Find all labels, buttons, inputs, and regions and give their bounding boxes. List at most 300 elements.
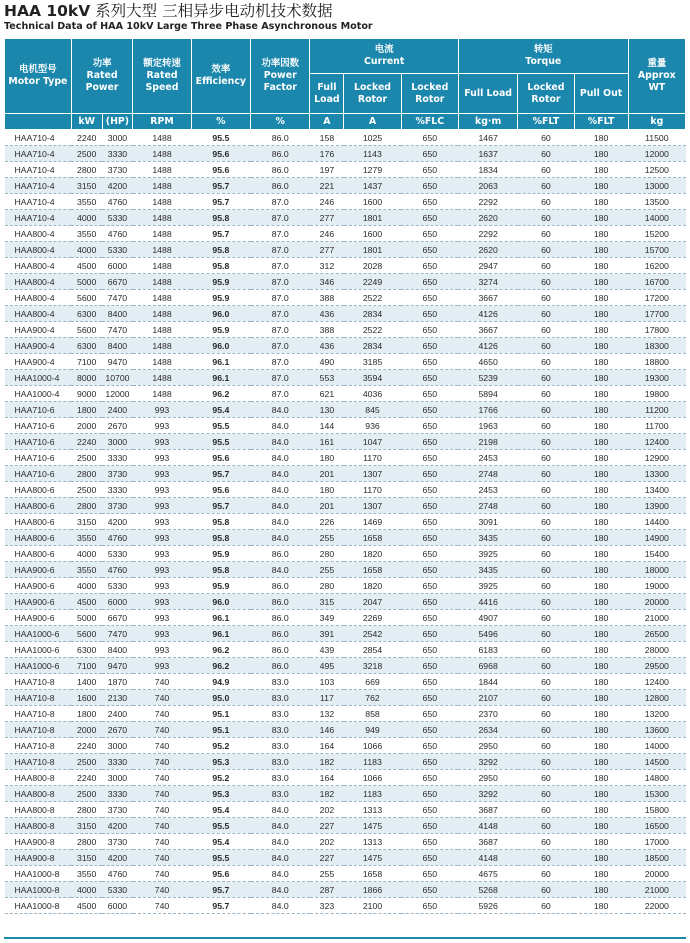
table-cell: 1025 [344,130,401,146]
table-cell: 180 [574,754,628,770]
table-cell: 60 [518,418,574,434]
table-cell: 740 [133,802,191,818]
table-cell: 3150 [71,818,102,834]
table-cell: 2854 [344,642,401,658]
table-cell: 87.0 [251,258,310,274]
table-cell: 87.0 [251,274,310,290]
table-cell: 60 [518,226,574,242]
table-cell: 95.6 [191,146,250,162]
motor-type-cell: HAA710-8 [5,754,72,770]
table-cell: 2063 [458,178,517,194]
table-cell: 84.0 [251,402,310,418]
table-cell: 1143 [344,146,401,162]
table-cell: 993 [133,594,191,610]
table-row [5,690,686,706]
motor-type-cell: HAA1000-8 [5,882,72,898]
table-cell: 180 [574,818,628,834]
table-cell: 2240 [71,770,102,786]
table-cell: 6000 [102,258,133,274]
motor-type-cell: HAA710-4 [5,146,72,162]
table-cell: 4760 [102,866,133,882]
table-cell: 650 [401,770,458,786]
table-cell: 12400 [628,434,685,450]
table-cell: 86.0 [251,546,310,562]
table-cell: 2292 [458,226,517,242]
table-cell: 5600 [71,322,102,338]
table-cell: 650 [401,466,458,482]
unit-hp: (HP) [102,114,133,130]
table-row [5,642,686,658]
table-row [5,466,686,482]
table-cell: 83.0 [251,690,310,706]
table-cell: 650 [401,354,458,370]
table-cell: 180 [574,498,628,514]
table-cell: 993 [133,466,191,482]
table-cell: 3185 [344,354,401,370]
motor-type-cell: HAA710-6 [5,450,72,466]
table-cell: 2500 [71,146,102,162]
table-cell: 1658 [344,562,401,578]
table-cell: 14800 [628,770,685,786]
table-cell: 84.0 [251,434,310,450]
table-cell: 650 [401,850,458,866]
table-cell: 17200 [628,290,685,306]
table-cell: 346 [310,274,344,290]
table-cell: 182 [310,786,344,802]
table-cell: 83.0 [251,674,310,690]
table-cell: 87.0 [251,290,310,306]
units-row [5,114,686,130]
page-subtitle: Technical Data of HAA 10kV Large Three Phase Asynchronous Motor [4,21,373,32]
table-cell: 60 [518,466,574,482]
table-cell: 2100 [344,898,401,914]
table-cell: 95.6 [191,450,250,466]
table-cell: 19800 [628,386,685,402]
table-row [5,610,686,626]
table-cell: 9000 [71,386,102,402]
table-cell: 84.0 [251,818,310,834]
unit-kw: kW [71,114,102,130]
motor-type-cell: HAA1000-6 [5,658,72,674]
table-cell: 4416 [458,594,517,610]
table-cell: 858 [344,706,401,722]
motor-type-cell: HAA800-8 [5,770,72,786]
table-cell: 12000 [102,386,133,402]
table-cell: 60 [518,594,574,610]
table-cell: 227 [310,818,344,834]
table-cell: 3330 [102,786,133,802]
table-cell: 650 [401,146,458,162]
table-cell: 1600 [344,194,401,210]
table-cell: 1801 [344,210,401,226]
table-cell: 60 [518,626,574,642]
table-cell: 1047 [344,434,401,450]
table-cell: 180 [574,626,628,642]
table-cell: 1658 [344,866,401,882]
table-cell: 130 [310,402,344,418]
table-cell: 95.6 [191,866,250,882]
table-cell: 12500 [628,162,685,178]
table-cell: 6300 [71,306,102,322]
table-cell: 95.8 [191,210,250,226]
table-cell: 3000 [102,770,133,786]
table-cell: 650 [401,226,458,242]
table-cell: 650 [401,290,458,306]
table-cell: 287 [310,882,344,898]
table-cell: 95.5 [191,130,250,146]
table-cell: 180 [574,466,628,482]
table-body [5,130,686,914]
table-cell: 226 [310,514,344,530]
table-cell: 993 [133,610,191,626]
bottom-rule [4,937,686,939]
table-cell: 4200 [102,850,133,866]
motor-type-cell: HAA710-4 [5,210,72,226]
table-cell: 9470 [102,658,133,674]
table-cell: 86.0 [251,178,310,194]
table-cell: 4675 [458,866,517,882]
table-cell: 6000 [102,898,133,914]
table-cell: 180 [574,210,628,226]
table-cell: 993 [133,418,191,434]
table-cell: 2620 [458,242,517,258]
table-cell: 993 [133,546,191,562]
table-row [5,706,686,722]
motor-type-cell: HAA800-6 [5,530,72,546]
table-cell: 323 [310,898,344,914]
table-cell: 2522 [344,322,401,338]
table-cell: 10700 [102,370,133,386]
table-cell: 3435 [458,562,517,578]
table-cell: 95.9 [191,290,250,306]
table-cell: 19000 [628,578,685,594]
table-cell: 845 [344,402,401,418]
table-cell: 2453 [458,482,517,498]
table-cell: 4000 [71,578,102,594]
table-cell: 1488 [133,130,191,146]
table-cell: 3292 [458,754,517,770]
table-cell: 144 [310,418,344,434]
table-cell: 60 [518,370,574,386]
table-cell: 60 [518,866,574,882]
table-cell: 60 [518,402,574,418]
table-cell: 650 [401,338,458,354]
table-cell: 95.8 [191,514,250,530]
table-cell: 1488 [133,306,191,322]
header-efficiency: 效率 Efficiency [191,39,250,114]
motor-type-cell: HAA900-8 [5,850,72,866]
table-cell: 650 [401,210,458,226]
table-cell: 180 [574,578,628,594]
table-cell: 7470 [102,290,133,306]
unit-rpm: RPM [133,114,191,130]
table-cell: 8400 [102,306,133,322]
table-cell: 95.9 [191,274,250,290]
table-cell: 12900 [628,450,685,466]
table-cell: 1488 [133,338,191,354]
table-cell: 740 [133,786,191,802]
table-cell: 3150 [71,850,102,866]
table-cell: 3292 [458,786,517,802]
table-cell: 86.0 [251,658,310,674]
table-cell: 2834 [344,306,401,322]
table-cell: 1488 [133,386,191,402]
motor-type-cell: HAA900-4 [5,322,72,338]
table-cell: 14400 [628,514,685,530]
table-cell: 83.0 [251,754,310,770]
header-rated-speed: 额定转速 Rated Speed [133,39,191,114]
table-row [5,866,686,882]
table-cell: 5000 [71,610,102,626]
table-cell: 60 [518,882,574,898]
motor-type-cell: HAA710-8 [5,706,72,722]
table-cell: 95.6 [191,482,250,498]
table-cell: 84.0 [251,898,310,914]
table-cell: 202 [310,802,344,818]
table-cell: 180 [574,178,628,194]
table-cell: 3550 [71,194,102,210]
table-cell: 84.0 [251,530,310,546]
table-cell: 86.0 [251,594,310,610]
table-cell: 3330 [102,754,133,770]
table-cell: 95.2 [191,738,250,754]
table-cell: 993 [133,482,191,498]
table-cell: 60 [518,130,574,146]
table-cell: 6670 [102,610,133,626]
table-row [5,674,686,690]
table-cell: 5330 [102,546,133,562]
table-cell: 95.7 [191,498,250,514]
table-cell: 2249 [344,274,401,290]
header-current-locked-rotor-pct: Locked Rotor [401,74,458,114]
table-cell: 86.0 [251,130,310,146]
table-cell: 84.0 [251,498,310,514]
page-title [4,2,684,21]
table-cell: 14000 [628,210,685,226]
table-cell: 3925 [458,546,517,562]
table-cell: 1866 [344,882,401,898]
title-main: HAA 10kV [4,2,91,20]
table-cell: 22000 [628,898,685,914]
table-cell: 180 [574,146,628,162]
table-cell: 4036 [344,386,401,402]
table-cell: 650 [401,754,458,770]
table-cell: 650 [401,274,458,290]
table-header [5,39,686,130]
table-row [5,162,686,178]
table-cell: 3000 [102,130,133,146]
motor-type-cell: HAA900-6 [5,578,72,594]
unit-power-factor: % [251,114,310,130]
header-power-factor: 功率因数 Power Factor [251,39,310,114]
table-cell: 5330 [102,578,133,594]
table-cell: 180 [574,850,628,866]
table-cell: 84.0 [251,514,310,530]
table-cell: 3330 [102,482,133,498]
header-torque-full-load: Full Load [458,74,517,114]
motor-type-cell: HAA800-6 [5,514,72,530]
motor-type-cell: HAA800-8 [5,802,72,818]
table-cell: 650 [401,162,458,178]
table-cell: 95.9 [191,322,250,338]
table-cell: 5330 [102,242,133,258]
table-cell: 84.0 [251,450,310,466]
unit-locked-rotor-torque: %FLT [518,114,574,130]
motor-type-cell: HAA800-4 [5,306,72,322]
motor-type-cell: HAA800-6 [5,546,72,562]
motor-type-cell: HAA800-4 [5,258,72,274]
motor-type-cell: HAA1000-4 [5,370,72,386]
unit-weight: kg [628,114,685,130]
table-cell: 95.7 [191,882,250,898]
table-row [5,322,686,338]
table-cell: 180 [574,738,628,754]
table-row [5,242,686,258]
table-cell: 60 [518,850,574,866]
table-cell: 2198 [458,434,517,450]
motor-type-cell: HAA710-6 [5,402,72,418]
table-cell: 60 [518,690,574,706]
table-cell: 180 [574,354,628,370]
table-row [5,402,686,418]
table-cell: 255 [310,866,344,882]
table-cell: 4760 [102,194,133,210]
table-cell: 436 [310,338,344,354]
table-cell: 84.0 [251,562,310,578]
table-cell: 86.0 [251,146,310,162]
table-cell: 650 [401,178,458,194]
table-cell: 13300 [628,466,685,482]
motor-type-cell: HAA710-8 [5,722,72,738]
table-cell: 993 [133,450,191,466]
table-cell: 650 [401,722,458,738]
table-cell: 197 [310,162,344,178]
table-cell: 650 [401,242,458,258]
table-cell: 180 [574,226,628,242]
table-cell: 993 [133,402,191,418]
table-cell: 3687 [458,802,517,818]
table-cell: 20000 [628,594,685,610]
table-cell: 280 [310,578,344,594]
table-cell: 17800 [628,322,685,338]
table-cell: 5600 [71,626,102,642]
header-torque: 转矩 Torque [458,39,628,74]
table-cell: 3150 [71,514,102,530]
table-cell: 96.2 [191,386,250,402]
table-cell: 96.0 [191,306,250,322]
table-cell: 4000 [71,242,102,258]
table-cell: 95.1 [191,706,250,722]
table-cell: 180 [574,338,628,354]
table-cell: 180 [574,418,628,434]
table-row [5,258,686,274]
table-cell: 650 [401,514,458,530]
table-cell: 18300 [628,338,685,354]
table-cell: 1488 [133,162,191,178]
table-cell: 12400 [628,674,685,690]
table-cell: 60 [518,178,574,194]
table-cell: 1834 [458,162,517,178]
table-cell: 650 [401,434,458,450]
title-block [4,2,684,36]
table-cell: 11700 [628,418,685,434]
table-cell: 8400 [102,642,133,658]
table-row [5,210,686,226]
table-cell: 1800 [71,706,102,722]
table-cell: 18800 [628,354,685,370]
table-cell: 3730 [102,834,133,850]
table-cell: 1488 [133,146,191,162]
table-cell: 388 [310,322,344,338]
table-cell: 60 [518,290,574,306]
motor-type-cell: HAA800-6 [5,482,72,498]
header-torque-locked-rotor: Locked Rotor [518,74,574,114]
table-cell: 5239 [458,370,517,386]
table-cell: 12000 [628,146,685,162]
motor-type-cell: HAA900-6 [5,562,72,578]
table-cell: 60 [518,386,574,402]
table-cell: 650 [401,482,458,498]
table-cell: 2634 [458,722,517,738]
table-cell: 5600 [71,290,102,306]
table-cell: 96.0 [191,338,250,354]
table-row [5,482,686,498]
table-cell: 740 [133,866,191,882]
table-cell: 3218 [344,658,401,674]
table-cell: 1658 [344,530,401,546]
motor-type-cell: HAA710-6 [5,466,72,482]
table-row [5,626,686,642]
table-cell: 5330 [102,210,133,226]
table-cell: 60 [518,754,574,770]
table-cell: 3330 [102,450,133,466]
table-row [5,594,686,610]
table-cell: 2047 [344,594,401,610]
table-cell: 201 [310,466,344,482]
table-row [5,658,686,674]
table-cell: 1766 [458,402,517,418]
table-cell: 1467 [458,130,517,146]
table-row [5,578,686,594]
table-cell: 650 [401,498,458,514]
table-cell: 650 [401,402,458,418]
table-cell: 95.8 [191,258,250,274]
table-cell: 3150 [71,178,102,194]
table-cell: 740 [133,754,191,770]
table-cell: 60 [518,818,574,834]
table-cell: 180 [574,370,628,386]
table-cell: 176 [310,146,344,162]
table-cell: 1488 [133,274,191,290]
table-cell: 180 [574,594,628,610]
table-cell: 86.0 [251,162,310,178]
table-row [5,274,686,290]
table-cell: 6300 [71,338,102,354]
table-cell: 3667 [458,290,517,306]
table-cell: 83.0 [251,738,310,754]
table-cell: 2500 [71,482,102,498]
table-cell: 60 [518,482,574,498]
table-cell: 60 [518,770,574,786]
motor-type-cell: HAA710-4 [5,194,72,210]
table-cell: 60 [518,610,574,626]
table-cell: 2370 [458,706,517,722]
table-cell: 3435 [458,530,517,546]
table-cell: 60 [518,338,574,354]
table-cell: 2292 [458,194,517,210]
table-row [5,882,686,898]
table-cell: 180 [574,434,628,450]
